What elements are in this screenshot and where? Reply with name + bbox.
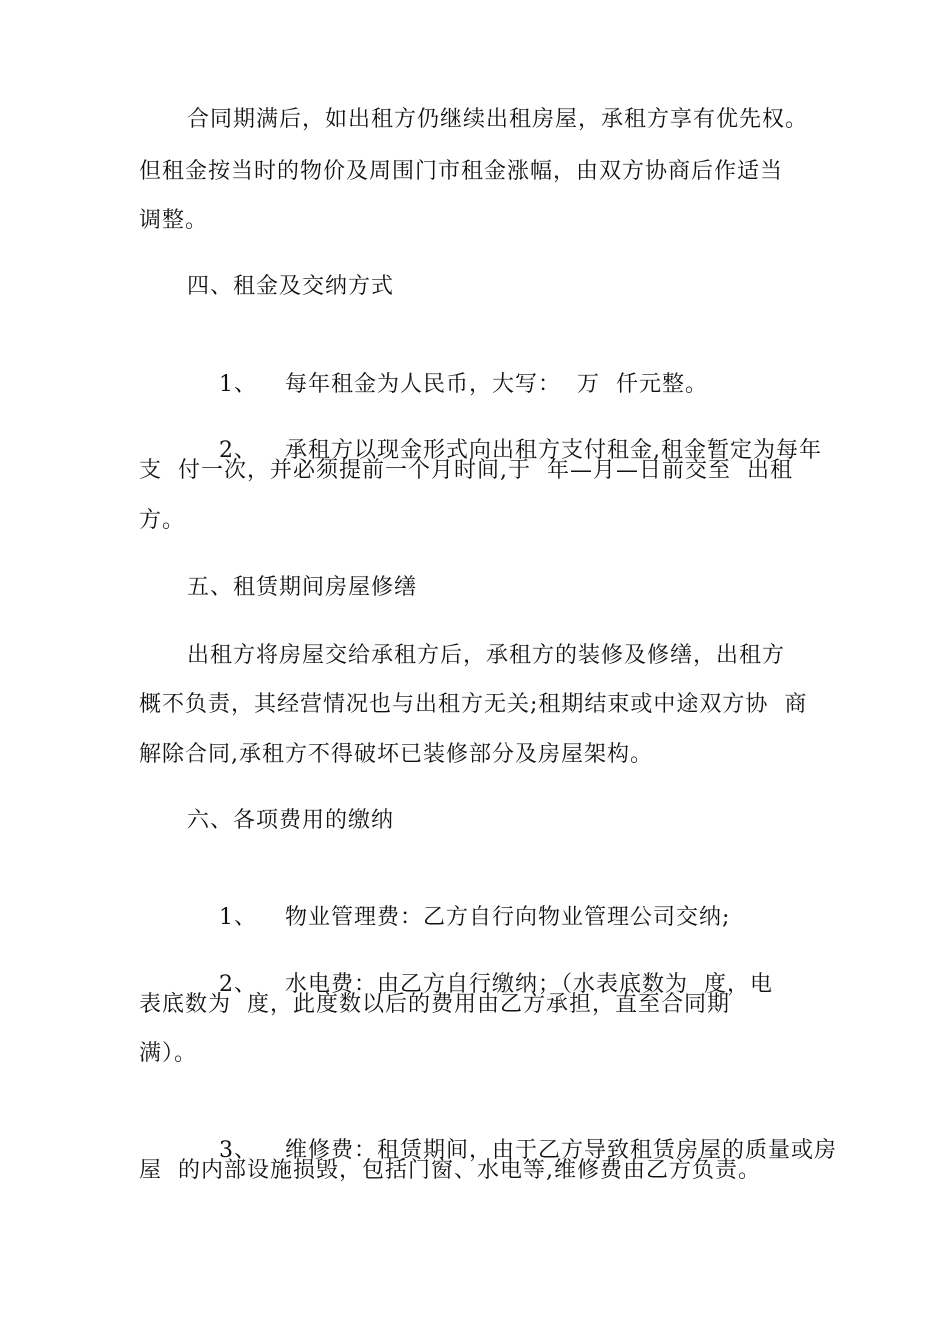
section-heading: 五、租赁期间房屋修缮: [187, 575, 418, 600]
paragraph-line: 出租方将房屋交给承租方后，承租方的装修及修缮，出租方: [187, 643, 786, 668]
list-item-text: 每年租金为人民币，大写： 万 仟元整。: [284, 372, 708, 397]
list-item-text: 物业管理费：乙方自行向物业管理公司交纳;: [284, 905, 731, 930]
paragraph-line: 但租金按当时的物价及周围门市租金涨幅，由双方协商后作适当: [139, 159, 784, 184]
paragraph-line: 表底数为 度，此度数以后的费用由乙方承担，直至合同期: [139, 992, 730, 1017]
list-number: 2、: [218, 438, 257, 463]
list-number: 1、: [218, 372, 257, 397]
paragraph-line: 支 付一次，并必须提前一个月时间,于 年—月—日前交至 出租: [139, 458, 793, 483]
section-heading: 六、各项费用的缴纳: [187, 808, 395, 833]
paragraph-line: 调整。: [139, 208, 209, 233]
list-item-text: 承租方以现金形式向出租方支付租金,租金暂定为每年: [284, 438, 822, 463]
list-number: 3、: [218, 1138, 257, 1163]
paragraph-line: 解除合同,承租方不得破坏已装修部分及房屋架构。: [139, 742, 653, 767]
list-item-text: 水电费：由乙方自行缴纳；（水表底数为 度，电: [284, 972, 773, 997]
list-number: 1、: [218, 905, 257, 930]
list-item-text: 维修费：租赁期间，由于乙方导致租赁房屋的质量或房: [284, 1138, 837, 1163]
paragraph-line: 概不负责，其经营情况也与出租方无关;租期结束或中途双方协 商: [139, 692, 808, 717]
paragraph-line: 合同期满后，如出租方仍继续出租房屋，承租方享有优先权。: [187, 107, 809, 132]
section-heading: 四、租金及交纳方式: [187, 274, 395, 299]
paragraph-line: 方。: [139, 508, 186, 533]
paragraph-line: 满）。: [139, 1041, 198, 1066]
paragraph-line: 屋 的内部设施损毁，包括门窗、水电等,维修费由乙方负责。: [139, 1158, 761, 1183]
list-number: 2、: [218, 972, 257, 997]
